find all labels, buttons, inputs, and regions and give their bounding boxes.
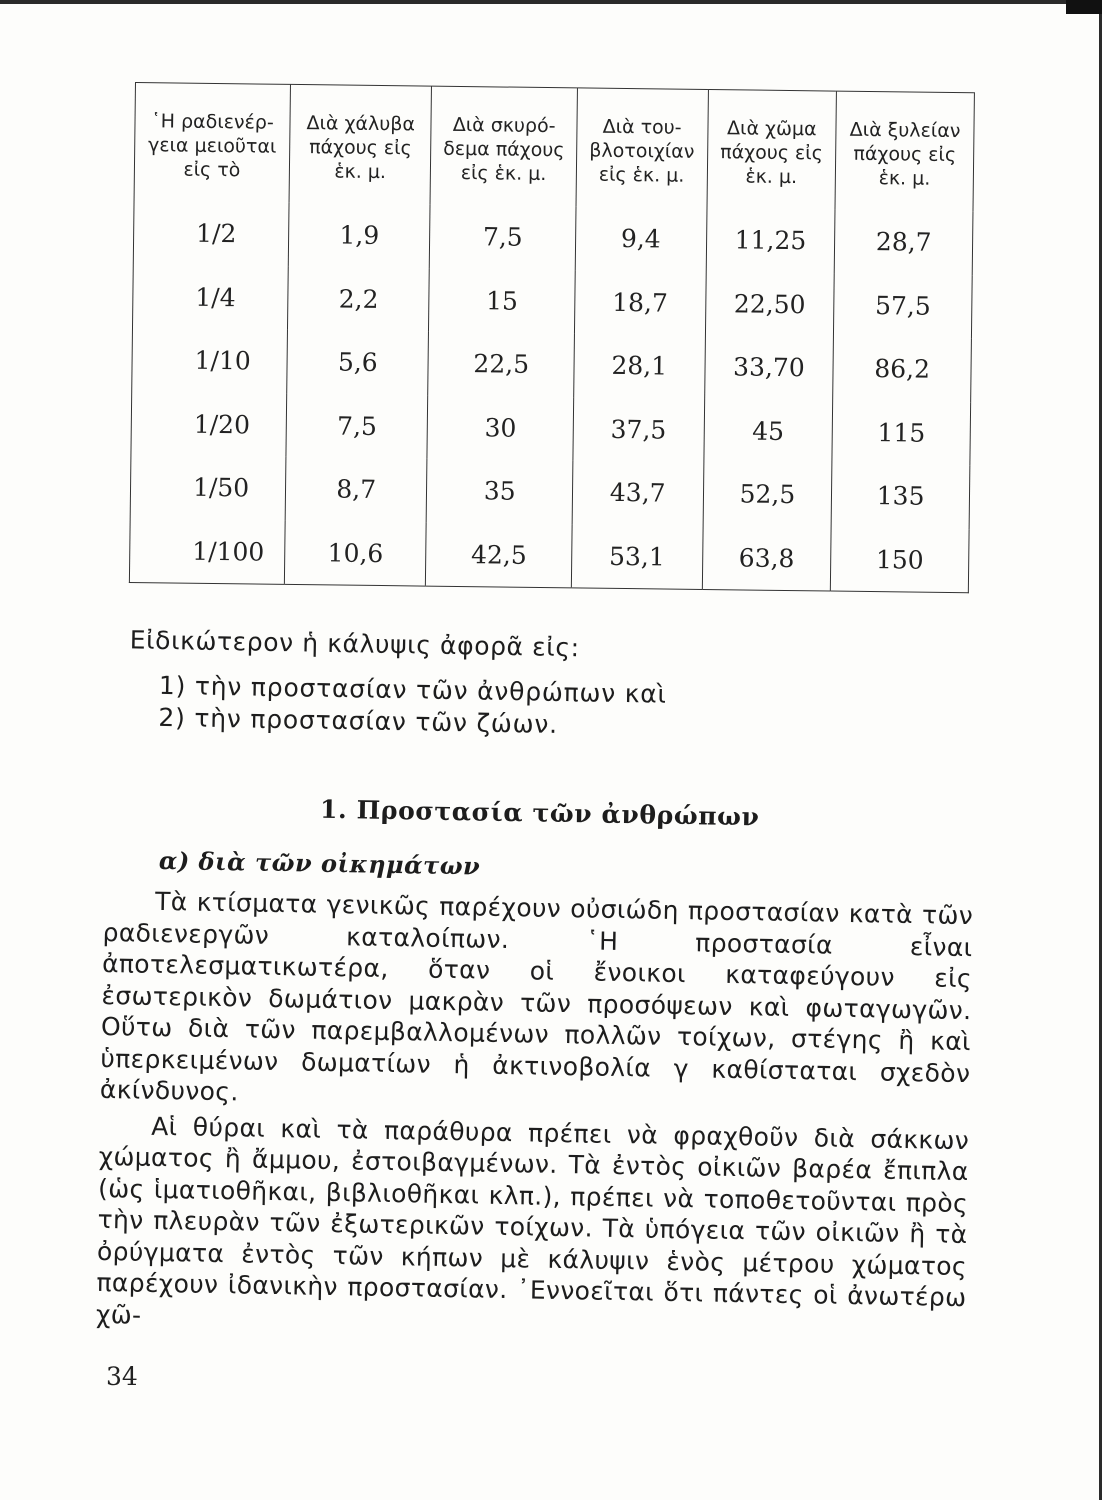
table-cell: 28,1 xyxy=(574,333,705,398)
paragraph: Τὰ κτίσματα γενικῶς παρέχουν οὐσιώδη προστασίαν κατὰ τῶν ραδιενεργῶν καταλοίπων. ῾Η προστασία εἶναι ἀποτελεσματικωτέρα, ὅταν οἱ ἔνοικοι καταφεύγουν εἰς ἐσωτερικὸν δωμάτιον μακρὰν τῶν προσόψεων καὶ φωταγωγῶν. Οὕτω διὰ τῶν παρεμβαλλομένων πολλῶν τοίχων, στέγης ἢ καὶ ὑπερκειμένων δωματίων ἡ ἀκτινοβολία γ καθίσταται σχεδὸν ἀκίνδυνος. xyxy=(99,886,974,1107)
table-cell: 11,25 xyxy=(706,208,836,273)
sub-heading: α) διὰ τῶν οἰκημάτων xyxy=(158,845,481,881)
table-cell: 2,2 xyxy=(287,266,429,331)
table-cell: 86,2 xyxy=(833,337,972,402)
table-cell: 57,5 xyxy=(834,273,973,338)
table-cell: 28,7 xyxy=(834,210,973,275)
table-cell: 9,4 xyxy=(575,206,706,271)
header-brick-wall: Διὰ του-βλοτοιχίαν εἰς ἑκ. μ. xyxy=(576,88,708,208)
table-row xyxy=(133,201,973,275)
table-row xyxy=(131,391,971,465)
table-cell: 18,7 xyxy=(574,270,705,335)
table-cell: 1/20 xyxy=(131,391,287,456)
table-cell: 37,5 xyxy=(573,397,704,462)
table-cell: 15 xyxy=(429,268,575,333)
table-cell: 53,1 xyxy=(571,524,702,590)
page-number: 34 xyxy=(106,1362,138,1391)
table-cell: 5,6 xyxy=(287,330,429,395)
table-cell: 135 xyxy=(831,464,970,529)
header-wood: Διὰ ξυλείαν πάχους εἰς ἑκ. μ. xyxy=(835,91,974,211)
list-item: 2) τὴν προστασίαν τῶν ζώων. xyxy=(158,702,559,739)
table-cell: 42,5 xyxy=(426,522,572,588)
table-cell: 1/2 xyxy=(133,201,289,266)
table-cell: 30 xyxy=(427,395,573,460)
table-cell: 7,5 xyxy=(430,205,576,270)
table-cell: 22,50 xyxy=(705,271,835,336)
table-cell: 115 xyxy=(832,400,971,465)
table-cell: 35 xyxy=(427,459,573,524)
table-cell: 1/4 xyxy=(132,264,288,329)
table-row xyxy=(129,518,969,592)
radiation-attenuation-table xyxy=(129,82,975,593)
table-cell: 1/10 xyxy=(132,328,288,393)
table-cell: 33,70 xyxy=(704,335,834,400)
table-cell: 45 xyxy=(703,398,833,463)
table-cell: 63,8 xyxy=(702,525,832,591)
table-cell: 43,7 xyxy=(572,460,703,525)
table-cell: 10,6 xyxy=(284,520,426,586)
table-cell: 8,7 xyxy=(285,457,427,522)
table-cell: 1,9 xyxy=(288,203,430,268)
table-cell: 22,5 xyxy=(428,332,574,397)
table-cell: 150 xyxy=(831,527,970,593)
section-heading: 1. Προστασία τῶν ἀνθρώπων xyxy=(319,794,760,832)
header-reduction: ῾Η ραδιενέρ-γεια μειοῦται εἰς τὸ xyxy=(134,83,290,203)
header-steel: Διὰ χάλυβα πάχους εἰς ἑκ. μ. xyxy=(289,84,432,204)
table-cell: 7,5 xyxy=(286,393,428,458)
table-row xyxy=(132,328,972,402)
table-cell: 52,5 xyxy=(703,462,833,527)
scan-corner-mark xyxy=(1066,0,1102,14)
header-earth: Διὰ χῶμα πάχους εἰς ἑκ. μ. xyxy=(707,90,837,210)
intro-line: Εἰδικώτερον ἡ κάλυψις ἀφορᾶ εἰς: xyxy=(129,625,580,663)
table-row xyxy=(132,264,972,338)
table-cell: 1/100 xyxy=(129,518,285,584)
body-text xyxy=(96,625,978,1345)
paragraph: Αἱ θύραι καὶ τὰ παράθυρα πρέπει νὰ φραχθοῦν διὰ σάκκων χώματος ἢ ἄμμου, ἐστοιβαγμένων. Τὰ ἐντὸς οἰκιῶν βαρέα ἔπιπλα (ὡς ἱματιοθῆκαι, βιβλιοθῆκαι κλπ.), πρέπει νὰ τοποθετοῦνται πρὸς τὴν πλευρὰν τῶν ἐξωτερικῶν τοίχων. Τὰ ὑπόγεια τῶν οἰκιῶν ἢ τὰ ὀρύγματα ἐντὸς τῶν κήπων μὲ κάλυψιν ἑνὸς μέτρου χώματος παρέχουν ἰδανικὴν προστασίαν. ᾿Εννοεῖται ὅτι πάντες οἱ ἀνωτέρω χῶ- xyxy=(95,1111,970,1330)
table-row xyxy=(130,455,970,529)
list-item: 1) τὴν προστασίαν τῶν ἀνθρώπων καὶ xyxy=(158,670,668,709)
table-header-row xyxy=(134,83,974,212)
header-concrete: Διὰ σκυρό-δεμα πάχους εἰς ἑκ. μ. xyxy=(431,86,578,206)
table-cell: 1/50 xyxy=(130,455,286,520)
